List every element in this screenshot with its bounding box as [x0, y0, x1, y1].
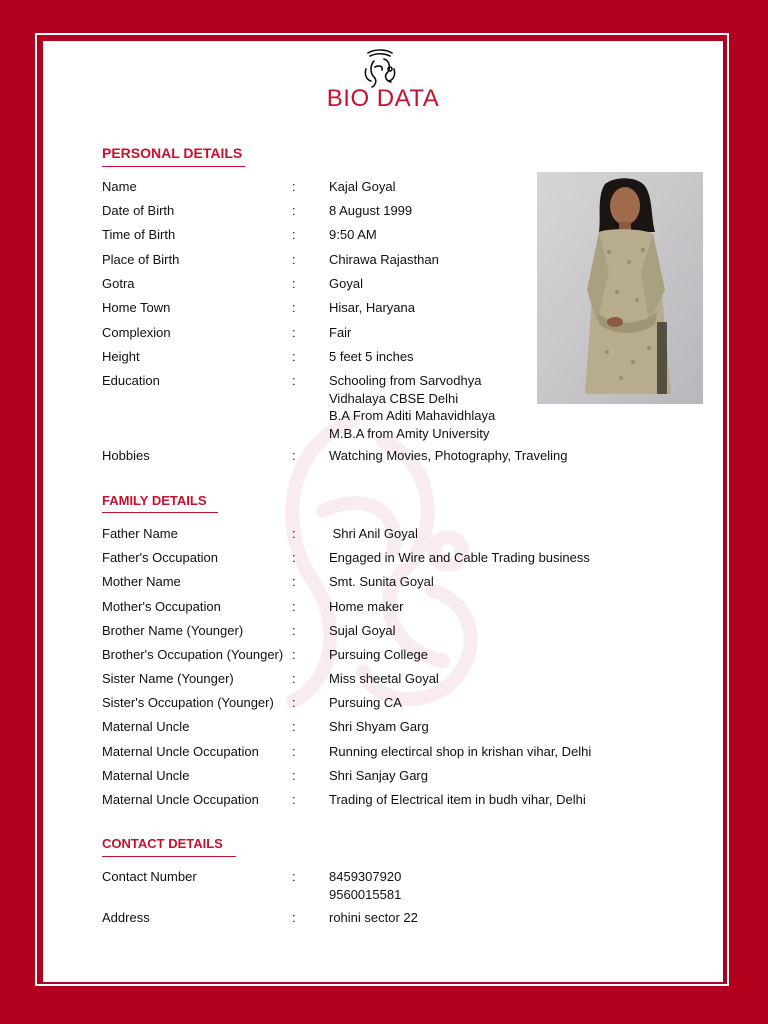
detail-label: Contact Number	[102, 869, 197, 884]
detail-separator: :	[292, 550, 296, 565]
detail-separator: :	[292, 373, 296, 388]
detail-value-line: Miss sheetal Goyal	[329, 671, 439, 686]
detail-value-line: Sujal Goyal	[329, 623, 396, 638]
detail-value	[329, 646, 689, 664]
detail-label: Brother Name (Younger)	[102, 623, 244, 638]
detail-value-line: Running electircal shop in krishan vihar, Delhi	[329, 744, 592, 759]
detail-value-line: 8459307920	[329, 869, 402, 884]
biodata-page	[43, 41, 723, 982]
detail-separator: :	[292, 910, 296, 925]
contact-details-heading: CONTACT DETAILS	[102, 836, 223, 851]
detail-label: Sister's Occupation (Younger)	[102, 695, 274, 710]
detail-value-line: Vidhalaya CBSE Delhi	[329, 390, 459, 406]
detail-label: Height	[102, 349, 140, 364]
family-details-heading: FAMILY DETAILS	[102, 493, 207, 508]
detail-separator: :	[292, 671, 296, 686]
personal-details-underline	[102, 166, 245, 167]
detail-value-line: Kajal Goyal	[329, 179, 396, 194]
detail-value-line: Pursuing CA	[329, 695, 402, 710]
detail-label: Maternal Uncle Occupation	[102, 792, 259, 807]
detail-separator: :	[292, 599, 296, 614]
detail-value-line: 9560015581	[329, 886, 402, 902]
detail-label: Father's Occupation	[102, 550, 218, 565]
detail-value-line: 5 feet 5 inches	[329, 349, 414, 364]
detail-separator: :	[292, 869, 296, 884]
detail-separator: :	[292, 203, 296, 218]
detail-label: Brother's Occupation (Younger)	[102, 647, 284, 662]
detail-label: Sister Name (Younger)	[102, 671, 234, 686]
detail-label: Name	[102, 179, 137, 194]
detail-value-line: Chirawa Rajasthan	[329, 252, 439, 267]
detail-value	[329, 598, 689, 616]
detail-separator: :	[292, 792, 296, 807]
detail-separator: :	[292, 744, 296, 759]
detail-label: Maternal Uncle	[102, 719, 190, 734]
detail-label: Mother's Occupation	[102, 599, 221, 614]
detail-value-line: Shri Shyam Garg	[329, 719, 429, 734]
detail-label: Complexion	[102, 325, 171, 340]
detail-label: Education	[102, 373, 160, 388]
profile-photo	[537, 172, 703, 404]
detail-value-line: 8 August 1999	[329, 203, 413, 218]
detail-separator: :	[292, 227, 296, 242]
detail-value-line: Goyal	[329, 276, 363, 291]
detail-separator: :	[292, 252, 296, 267]
detail-separator: :	[292, 349, 296, 364]
detail-value-line: Trading of Electrical item in budh vihar, Delhi	[329, 792, 586, 807]
detail-separator: :	[292, 719, 296, 734]
detail-value	[329, 743, 689, 761]
detail-value-line: M.B.A from Amity University	[329, 425, 490, 441]
detail-separator: :	[292, 768, 296, 783]
detail-value-line: Schooling from Sarvodhya	[329, 373, 482, 388]
detail-value-line: Smt. Sunita Goyal	[329, 574, 434, 589]
detail-label: Maternal Uncle Occupation	[102, 744, 259, 759]
detail-separator: :	[292, 179, 296, 194]
detail-value	[329, 718, 689, 736]
detail-separator: :	[292, 300, 296, 315]
profile-photo-image	[537, 172, 703, 404]
detail-value-line: rohini sector 22	[329, 910, 418, 925]
detail-value-line: Hisar, Haryana	[329, 300, 415, 315]
detail-separator: :	[292, 448, 296, 463]
detail-value	[329, 909, 689, 927]
detail-label: Gotra	[102, 276, 135, 291]
detail-separator: :	[292, 695, 296, 710]
detail-separator: :	[292, 574, 296, 589]
detail-value-line: Watching Movies, Photography, Traveling	[329, 448, 568, 463]
detail-value	[329, 525, 689, 543]
detail-value-line: 9:50 AM	[329, 227, 377, 242]
detail-value	[329, 767, 689, 785]
detail-value	[329, 447, 689, 465]
detail-separator: :	[292, 526, 296, 541]
detail-value-line: Home maker	[329, 599, 404, 614]
contact-details-underline	[102, 856, 236, 857]
detail-value	[329, 573, 689, 591]
detail-label: Hobbies	[102, 448, 150, 463]
detail-separator: :	[292, 623, 296, 638]
detail-value-line: Shri Anil Goyal	[329, 526, 418, 541]
detail-label: Place of Birth	[102, 252, 180, 267]
detail-label: Mother Name	[102, 574, 181, 589]
detail-value	[329, 670, 689, 688]
detail-value	[329, 622, 689, 640]
detail-value-line: Pursuing College	[329, 647, 429, 662]
detail-label: Address	[102, 910, 150, 925]
detail-value-line: Shri Sanjay Garg	[329, 768, 428, 783]
detail-value	[329, 868, 689, 903]
personal-details-heading: PERSONAL DETAILS	[102, 145, 243, 161]
detail-label: Home Town	[102, 300, 171, 315]
detail-value-line: B.A From Aditi Mahavidhlaya	[329, 408, 496, 423]
detail-label: Date of Birth	[102, 203, 175, 218]
detail-label: Maternal Uncle	[102, 768, 190, 783]
detail-separator: :	[292, 276, 296, 291]
detail-separator: :	[292, 325, 296, 340]
detail-value-line: Fair	[329, 325, 352, 340]
detail-value	[329, 791, 689, 809]
detail-label: Father Name	[102, 526, 178, 541]
family-details-underline	[102, 512, 218, 513]
page-title: BIO DATA	[326, 85, 440, 112]
detail-separator: :	[292, 647, 296, 662]
detail-value-line: Engaged in Wire and Cable Trading business	[329, 550, 590, 565]
detail-label: Time of Birth	[102, 227, 176, 242]
detail-value	[329, 549, 689, 567]
detail-value	[329, 694, 689, 712]
